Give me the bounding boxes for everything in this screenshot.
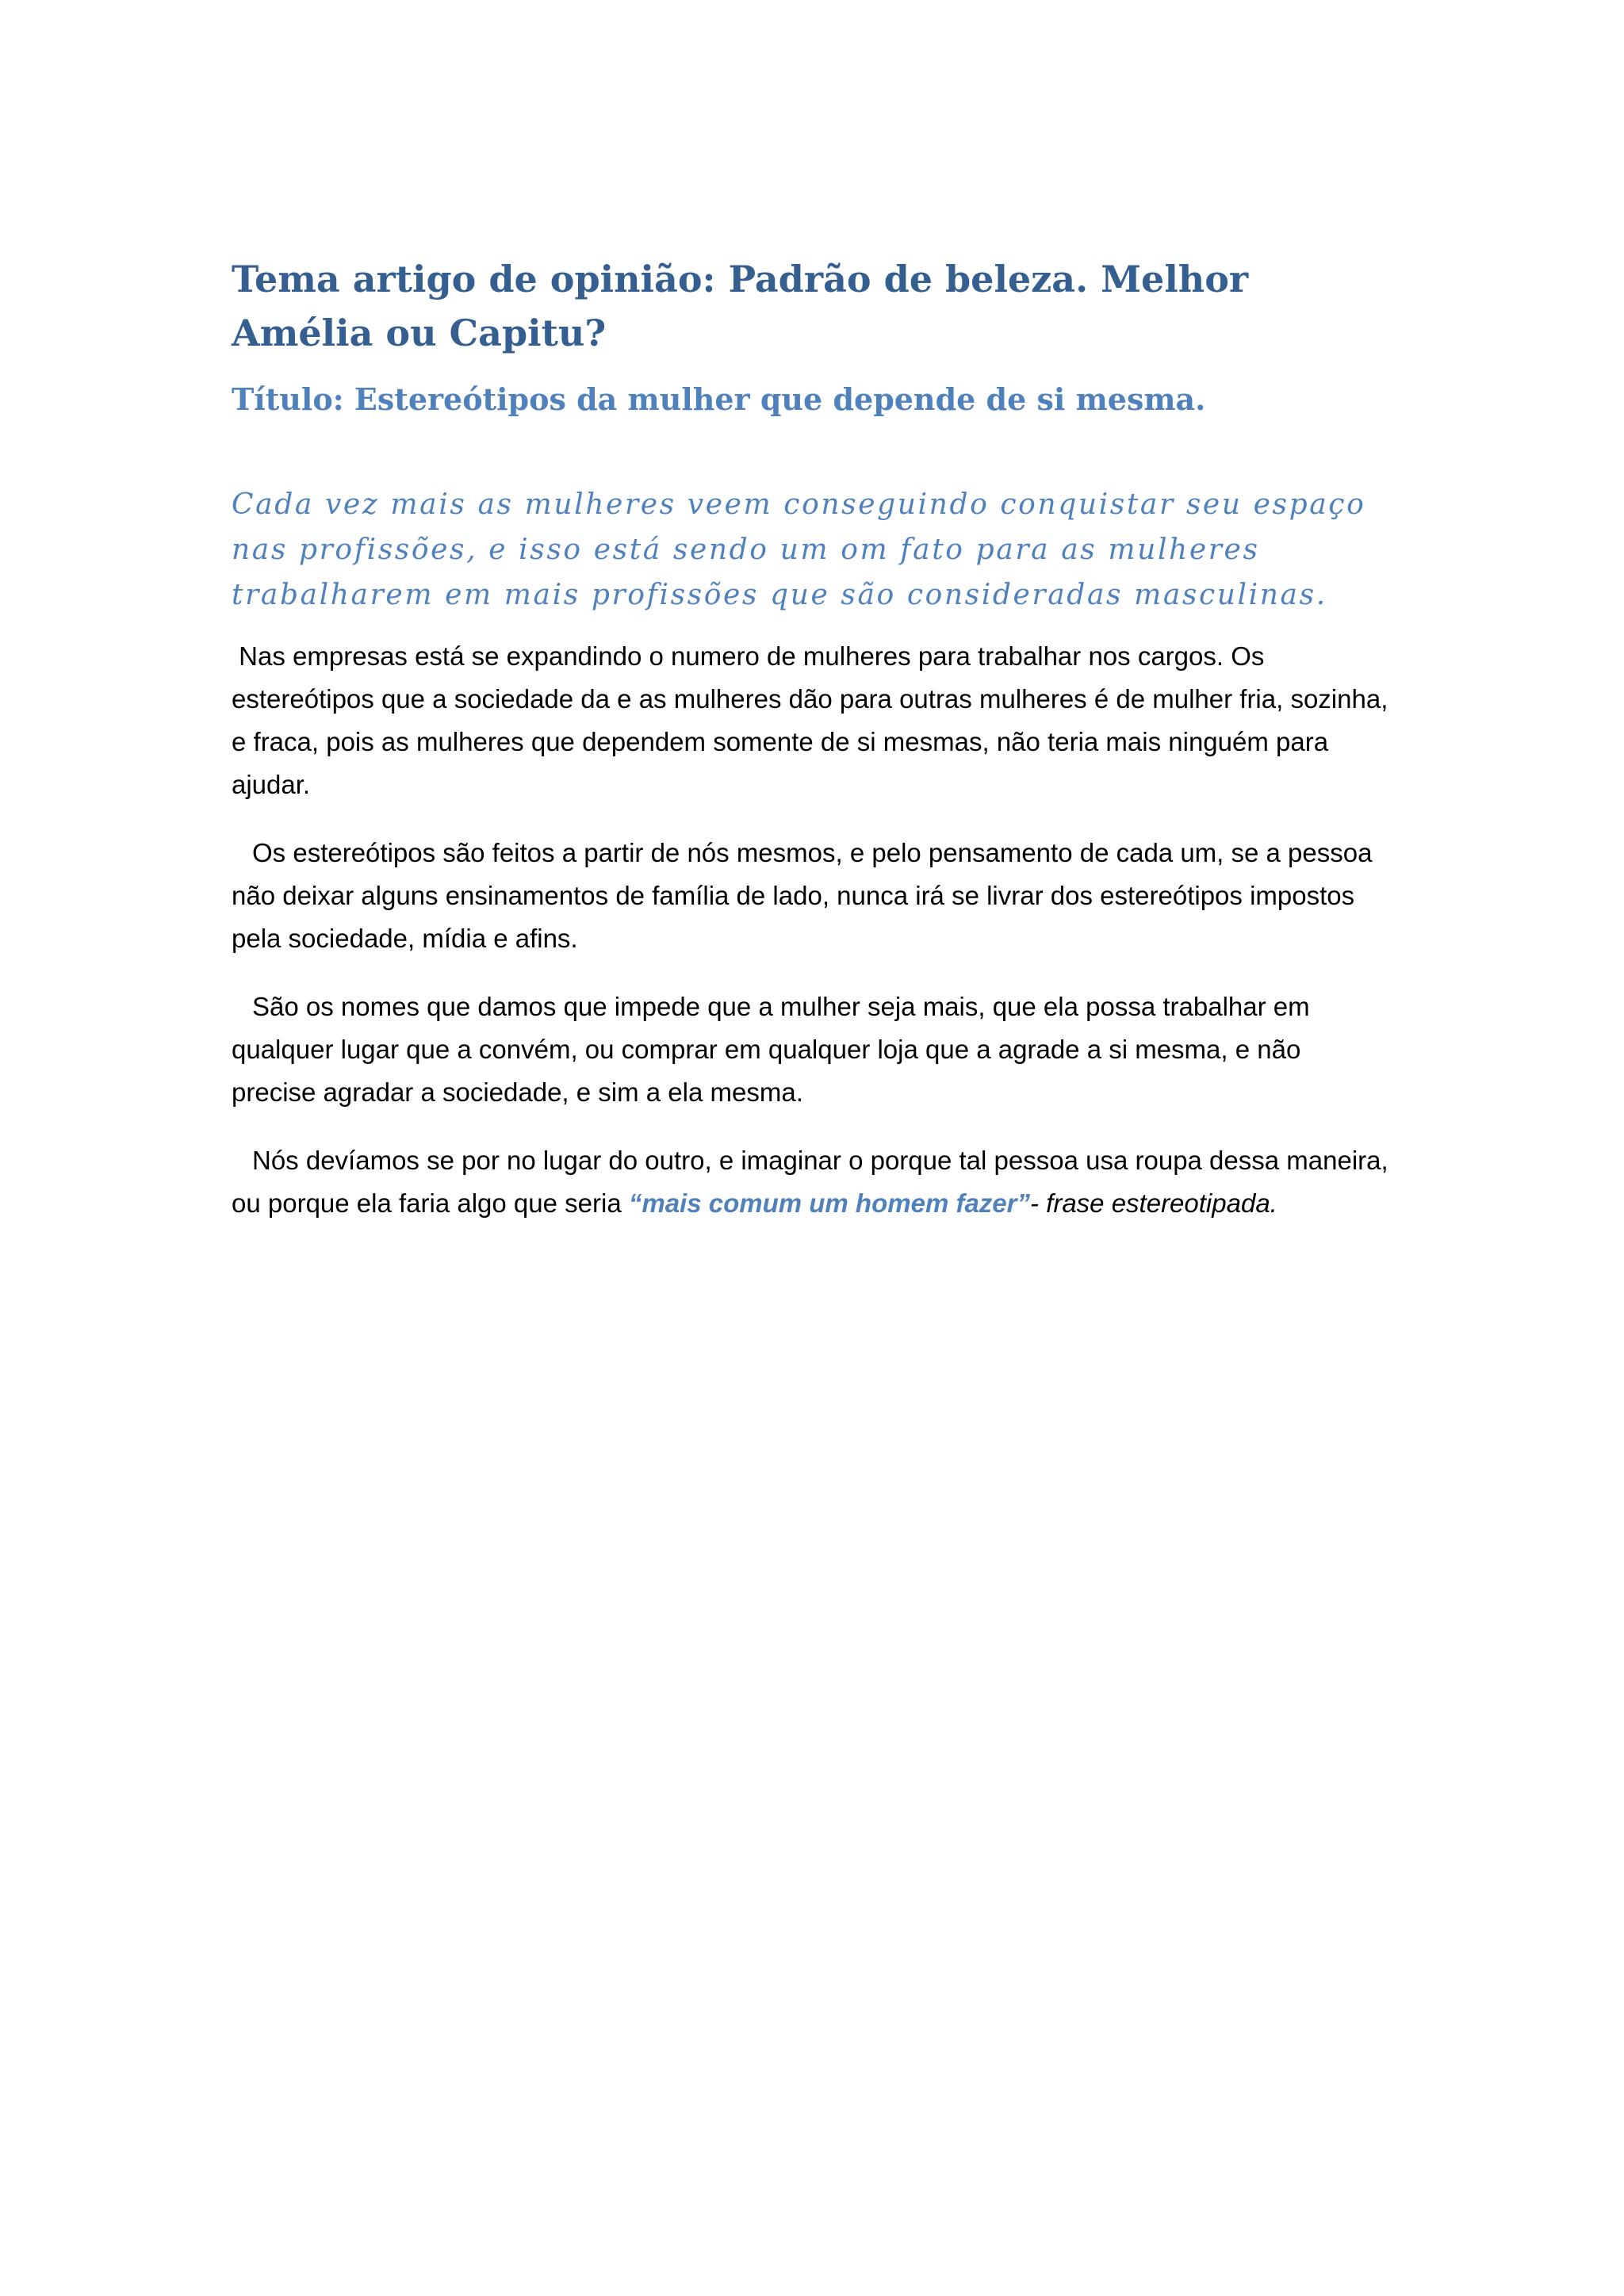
body-paragraph: São os nomes que damos que impede que a mulher seja mais, que ela possa trabalhar em qualquer lugar que a convém, ou comprar em qualquer loja que a agrade a si mesma, e não precise agradar a sociedade, e sim a ela mesma.: [232, 992, 1310, 1107]
last-paragraph-text: Nós devíamos se por no lugar do outro, e imaginar o porque tal pessoa usa roupa dessa maneira, ou porque ela faria algo que seria: [232, 1146, 1388, 1218]
document-content: [232, 252, 1396, 1225]
quote-note: - frase estereotipada.: [1030, 1188, 1277, 1218]
lead-paragraph: Cada vez mais as mulheres veem conseguindo conquistar seu espaço nas profissões, e isso está sendo um om fato para as mulheres trabalharem em mais profissões que são consideradas masculinas.: [232, 488, 1366, 611]
title-heading: Título: Estereótipos da mulher que depende de si mesma.: [232, 381, 1206, 417]
body-paragraph: Os estereótipos são feitos a partir de nós mesmos, e pelo pensamento de cada um, se a pessoa não deixar alguns ensinamentos de família de lado, nunca irá se livrar dos estereótipos impostos pela sociedade, mídia e afins.: [232, 838, 1373, 953]
theme-heading: Tema artigo de opinião: Padrão de beleza. Melhor Amélia ou Capitu?: [232, 258, 1249, 354]
body-paragraph: Nas empresas está se expandindo o numero de mulheres para trabalhar nos cargos. Os estereótipos que a sociedade da e as mulheres dão para outras mulheres é de mulher fria, sozinha, e fraca, pois as mulheres que dependem somente de si mesmas, não teria mais ninguém para ajudar.: [232, 641, 1396, 799]
body-paragraph-last: [232, 1139, 1391, 1225]
stereotyped-quote: “mais comum um homem fazer”: [628, 1188, 1030, 1218]
